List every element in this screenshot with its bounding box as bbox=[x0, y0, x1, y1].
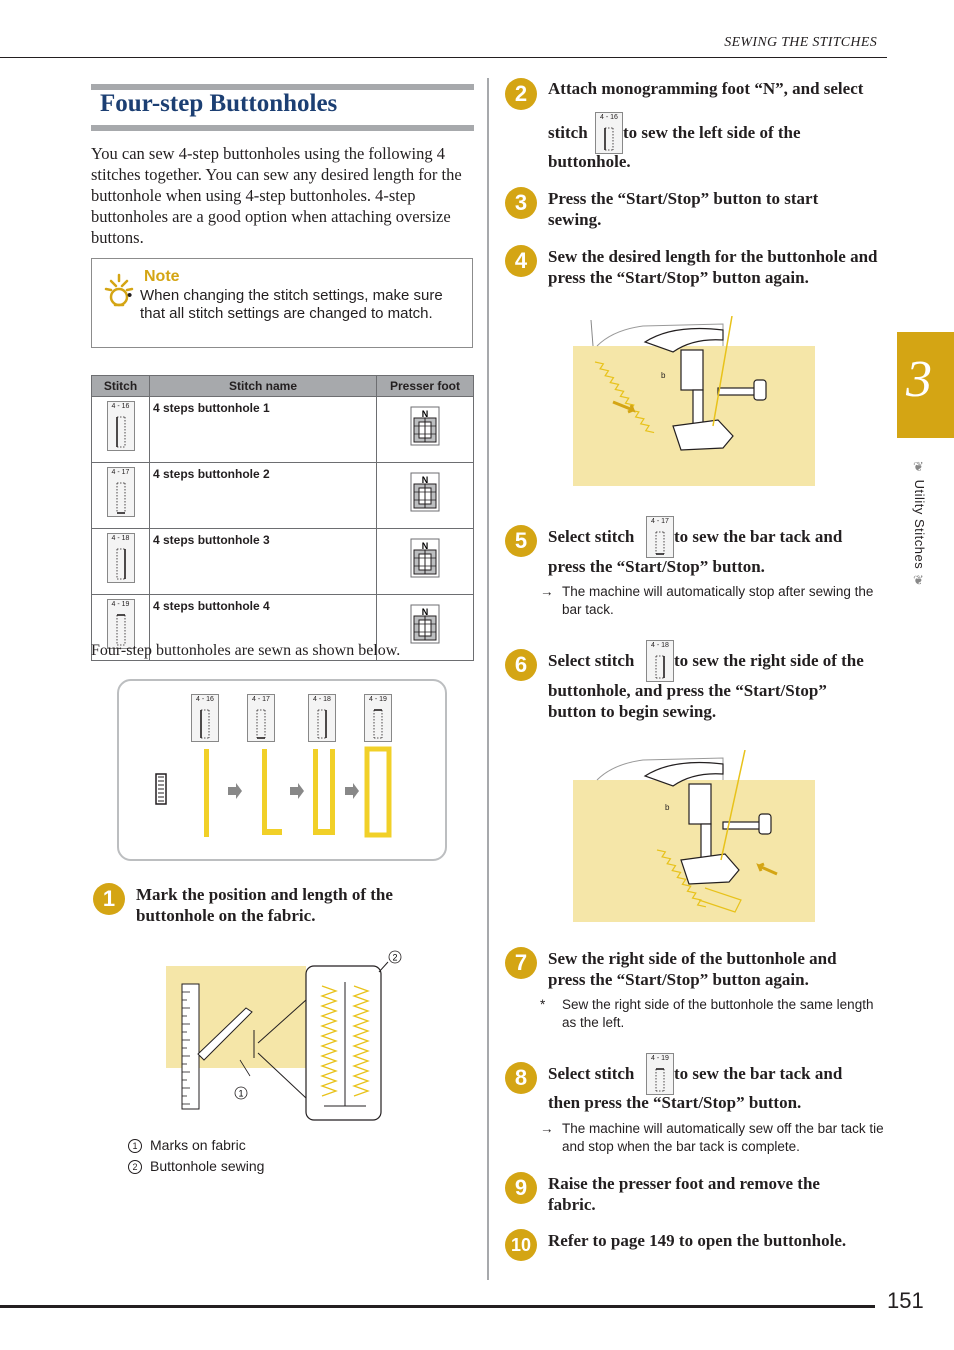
sequence-figure bbox=[117, 679, 447, 861]
step-5-text-c: press the “Start/Stop” button. bbox=[548, 557, 765, 576]
stitch-code: 4 - 17 bbox=[111, 468, 130, 476]
step-number-9: 9 bbox=[505, 1172, 537, 1204]
presser-foot-icon bbox=[410, 406, 440, 446]
stitch-name-cell: 4 steps buttonhole 2 bbox=[150, 463, 377, 529]
arrow-icon: → bbox=[540, 1121, 554, 1136]
step-6-text-c: buttonhole, and press the “Start/Stop” button to begin sewing. bbox=[548, 681, 827, 721]
step-8-text-b: to sew the bar tack and bbox=[674, 1064, 843, 1083]
fabric-mark-figure bbox=[166, 948, 406, 1128]
presser-foot-cell bbox=[377, 529, 474, 595]
asterisk-mark: * bbox=[540, 997, 546, 1012]
stitch-icon bbox=[646, 640, 674, 682]
foot-letter: N bbox=[421, 606, 429, 617]
stitch-code: 4 - 19 bbox=[111, 600, 130, 608]
legend-label-2: Buttonhole sewing bbox=[150, 1158, 265, 1174]
presser-foot-icon bbox=[410, 472, 440, 512]
step-number-10: 10 bbox=[505, 1229, 537, 1261]
callout-1: 1 bbox=[238, 1088, 244, 1099]
column-divider bbox=[487, 78, 489, 1280]
step-8-text-c: then press the “Start/Stop” button. bbox=[548, 1093, 802, 1112]
stitch-name-cell: 4 steps buttonhole 3 bbox=[150, 529, 377, 595]
step-7-note: Sew the right side of the buttonhole the same length as the left. bbox=[562, 997, 874, 1030]
stitch-name-cell: 4 steps buttonhole 4 bbox=[150, 595, 377, 661]
presser-foot-icon bbox=[410, 604, 440, 644]
legend-label-1: Marks on fabric bbox=[150, 1137, 246, 1153]
stitch-code: 4 - 19 bbox=[369, 696, 387, 703]
note-label: Note bbox=[144, 268, 180, 285]
leaf-icon: ❦ bbox=[912, 569, 927, 589]
foot-label-b2: b bbox=[665, 803, 670, 812]
stitch-icon bbox=[308, 694, 336, 742]
step-number-8: 8 bbox=[505, 1062, 537, 1094]
step-1-text: Mark the position and length of the buttonhole on the fabric. bbox=[136, 885, 393, 925]
arrow-icon bbox=[228, 783, 359, 799]
step-8-stitch-icon bbox=[646, 1053, 674, 1095]
col-header-foot: Presser foot bbox=[377, 376, 474, 397]
step-number-5: 5 bbox=[505, 525, 537, 557]
table-row bbox=[92, 463, 474, 529]
step-9-text: Raise the presser foot and remove the fabric. bbox=[548, 1174, 820, 1214]
stitch-code: 4 - 18 bbox=[313, 696, 331, 703]
running-head: SEWING THE STITCHES bbox=[724, 35, 877, 50]
stitch-icon bbox=[107, 401, 135, 451]
foot-letter: N bbox=[421, 474, 429, 485]
stitch-icon bbox=[364, 694, 392, 742]
step-2-text-d: buttonhole. bbox=[548, 152, 631, 171]
step-5-note: The machine will automatically stop after sewing the bar tack. bbox=[562, 584, 874, 617]
arrow-icon: → bbox=[540, 584, 554, 599]
stitch-table bbox=[91, 375, 474, 661]
sewing-left-figure bbox=[573, 316, 815, 488]
note-text: • When changing the stitch settings, make sure that all stitch settings are changed to match. bbox=[127, 287, 443, 322]
presser-foot-cell bbox=[377, 397, 474, 463]
step-6-text-b: to sew the right side of the bbox=[674, 651, 864, 670]
table-row bbox=[92, 397, 474, 463]
legend-num-1: 1 bbox=[128, 1139, 142, 1153]
col-header-stitch: Stitch bbox=[92, 376, 150, 397]
table-header-row bbox=[92, 376, 474, 397]
stitch-icon bbox=[107, 533, 135, 583]
note-text-content: When changing the stitch settings, make sure that all stitch settings are changed to match. bbox=[140, 287, 443, 322]
step-6-text-a: Select stitch bbox=[548, 651, 635, 670]
step-2-text-a: Attach monogramming foot “N”, and select bbox=[548, 79, 864, 98]
side-chapter-label bbox=[912, 460, 927, 589]
step-2-stitch-icon bbox=[595, 112, 623, 154]
stitch-icon bbox=[595, 112, 623, 154]
step-8-text-a: Select stitch bbox=[548, 1064, 635, 1083]
sequence-caption: Four-step buttonholes are sewn as shown below. bbox=[91, 642, 401, 659]
section-title: Four-step Buttonholes bbox=[100, 90, 338, 117]
legend-item-1 bbox=[128, 1137, 246, 1153]
col-header-name: Stitch name bbox=[150, 376, 377, 397]
stitch-cell bbox=[92, 463, 150, 529]
chapter-number: 3 bbox=[906, 351, 932, 408]
leaf-icon: ❦ bbox=[912, 460, 927, 480]
step-5-text-b: to sew the bar tack and bbox=[674, 527, 843, 546]
stitch-code: 4 - 18 bbox=[651, 642, 669, 649]
step-number-4: 4 bbox=[505, 245, 537, 277]
step-number-1: 1 bbox=[93, 883, 125, 915]
stitch-code: 4 - 17 bbox=[651, 518, 669, 525]
step-6-stitch-icon bbox=[646, 640, 674, 682]
title-bar-bottom bbox=[91, 125, 474, 131]
step-4-text: Sew the desired length for the buttonhole and press the “Start/Stop” button again. bbox=[548, 247, 878, 287]
foot-label-b1: b bbox=[661, 371, 666, 380]
stitch-cell bbox=[92, 397, 150, 463]
table-row bbox=[92, 529, 474, 595]
stitch-cell bbox=[92, 529, 150, 595]
stitch-code: 4 - 16 bbox=[600, 114, 618, 121]
stitch-code: 4 - 18 bbox=[111, 534, 130, 542]
sewing-right-figure bbox=[573, 750, 815, 922]
side-label-text: Utility Stitches bbox=[912, 479, 927, 570]
stitch-icon bbox=[247, 694, 275, 742]
step-5-text-a: Select stitch bbox=[548, 527, 635, 546]
buttonhole-preview-icon bbox=[156, 774, 166, 804]
stitch-code: 4 - 16 bbox=[196, 696, 214, 703]
stitch-code: 4 - 17 bbox=[252, 696, 270, 703]
step-7-text: Sew the right side of the buttonhole and press the “Start/Stop” button again. bbox=[548, 949, 837, 989]
step-2-text-c: to sew the left side of the bbox=[623, 123, 801, 142]
note-box bbox=[91, 258, 473, 348]
page-number: 151 bbox=[887, 1288, 924, 1313]
foot-letter: N bbox=[421, 408, 429, 419]
intro-paragraph: You can sew 4-step buttonholes using the following 4 stitches together. You can sew any desired length for the buttonhole when using 4-step buttonholes. 4-step buttonholes are a good option when attaching oversize buttons. bbox=[91, 144, 462, 247]
presser-foot-icon bbox=[410, 538, 440, 578]
stitch-code: 4 - 19 bbox=[651, 1055, 669, 1062]
presser-foot-cell bbox=[377, 463, 474, 529]
stitch-icon bbox=[107, 467, 135, 517]
stitch-code: 4 - 16 bbox=[111, 402, 130, 410]
step-number-3: 3 bbox=[505, 187, 537, 219]
foot-letter: N bbox=[421, 540, 429, 551]
legend-item-2 bbox=[128, 1158, 264, 1174]
stitch-icon bbox=[191, 694, 219, 742]
stitch-icon bbox=[646, 516, 674, 558]
header-rule bbox=[0, 57, 887, 58]
step-2-text-b: stitch bbox=[548, 123, 588, 142]
stitch-icon bbox=[646, 1053, 674, 1095]
step-number-6: 6 bbox=[505, 649, 537, 681]
sequence-diagram bbox=[119, 681, 445, 859]
step-8-note: The machine will automatically sew off the bar tack tie and stop when the bar tack is complete. bbox=[562, 1121, 884, 1154]
footer-rule bbox=[0, 1305, 875, 1308]
step-number-7: 7 bbox=[505, 947, 537, 979]
step-5-stitch-icon bbox=[646, 516, 674, 558]
callout-2: 2 bbox=[392, 952, 398, 963]
legend-num-2: 2 bbox=[128, 1160, 142, 1174]
step-10-text: Refer to page 149 to open the buttonhole. bbox=[548, 1231, 847, 1250]
stitch-name-cell: 4 steps buttonhole 1 bbox=[150, 397, 377, 463]
step-3-text: Press the “Start/Stop” button to start sewing. bbox=[548, 189, 819, 229]
step-number-2: 2 bbox=[505, 78, 537, 110]
